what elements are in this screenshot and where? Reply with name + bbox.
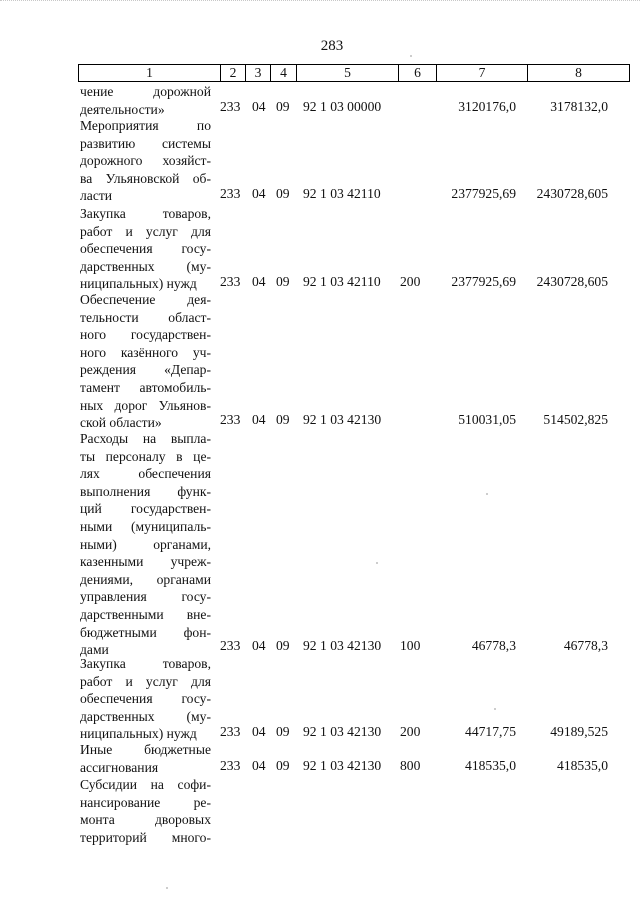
desc-line: дами	[80, 642, 109, 658]
desc-line: ного государствен-	[80, 327, 211, 343]
cell-col-3: 04	[252, 638, 266, 653]
cell-col-2: 233	[220, 99, 241, 114]
header-col-5: 5	[296, 65, 398, 81]
table-header	[78, 64, 630, 82]
cell-col-4: 09	[276, 274, 290, 289]
cell-col-4: 09	[276, 724, 290, 739]
cell-col-2: 233	[220, 412, 241, 427]
cell-col-7: 2377925,69	[451, 274, 516, 289]
desc-line: обеспечения госу-	[80, 241, 211, 257]
desc-line: ций государствен-	[80, 501, 211, 517]
cell-col-8: 2430728,605	[536, 274, 608, 289]
cell-col-6: 200	[400, 724, 421, 739]
desc-line: бюджетными фон-	[80, 624, 211, 640]
desc-line: Закупка товаров,	[80, 656, 211, 671]
desc-line: реждения «Депар-	[80, 362, 211, 378]
desc-line: Обеспечение дея-	[80, 292, 211, 307]
desc-line: территорий много-	[80, 829, 211, 845]
cell-col-8: 3178132,0	[550, 99, 608, 114]
cell-col-3: 04	[252, 274, 266, 289]
cell-col-3: 04	[252, 724, 266, 739]
cell-col-4: 09	[276, 758, 290, 773]
desc-line: ными) органами,	[80, 536, 211, 552]
cell-col-8: 514502,825	[543, 412, 608, 427]
desc-line: выполнения функ-	[80, 483, 211, 499]
desc-line: казенными учреж-	[80, 554, 211, 570]
scan-speck	[494, 708, 496, 710]
desc-line: лях обеспечения	[80, 466, 211, 482]
desc-line: дениями, органами	[80, 571, 211, 587]
desc-line: ты персоналу в це-	[80, 448, 211, 464]
table-row	[0, 273, 640, 291]
cell-col-2: 233	[220, 274, 241, 289]
desc-line: работ и услуг для	[80, 223, 211, 239]
cell-col-2: 233	[220, 724, 241, 739]
desc-line: ва Ульяновской об-	[80, 170, 211, 186]
desc-line: обеспечения госу-	[80, 691, 211, 707]
cell-col-7: 46778,3	[471, 638, 516, 653]
scan-speck	[376, 562, 378, 564]
desc-line: развитию системы	[80, 135, 211, 151]
table-row	[0, 757, 640, 775]
cell-col-3: 04	[252, 186, 266, 201]
cell-col-7: 418535,0	[465, 758, 516, 773]
cell-col-2: 233	[220, 758, 241, 773]
table-row	[0, 637, 640, 655]
header-col-8: 8	[527, 65, 629, 81]
desc-line: ного казённого уч-	[80, 344, 211, 360]
desc-line: деятельности»	[80, 101, 165, 117]
desc-line: тамент автомобиль-	[80, 379, 211, 395]
cell-col-4: 09	[276, 638, 290, 653]
desc-line: тельности област-	[80, 309, 211, 325]
cell-col-3: 04	[252, 99, 266, 114]
cell-col-8: 418535,0	[557, 758, 608, 773]
desc-line: работ и услуг для	[80, 673, 211, 689]
cell-col-8: 49189,525	[550, 724, 608, 739]
page-number: 283	[320, 38, 344, 54]
cell-col-2: 233	[220, 638, 241, 653]
scan-top-edge	[0, 0, 640, 7]
cell-col-6: 200	[400, 274, 421, 289]
cell-col-7: 2377925,69	[451, 186, 516, 201]
header-col-7: 7	[436, 65, 527, 81]
desc-line: управления госу-	[80, 589, 211, 605]
desc-line: Иные бюджетные	[80, 742, 211, 757]
desc-line: Расходы на выпла-	[80, 431, 211, 446]
scan-speck	[486, 493, 488, 495]
header-col-2: 2	[220, 65, 245, 81]
row-description	[80, 776, 211, 846]
table-row	[0, 723, 640, 741]
table-row	[0, 411, 640, 429]
cell-col-7: 44717,75	[465, 724, 516, 739]
desc-line: Субсидии на софи-	[80, 777, 211, 792]
cell-col-5: 92 1 03 42110	[303, 186, 381, 201]
desc-line: ской области»	[80, 415, 162, 431]
cell-col-7: 3120176,0	[458, 99, 516, 114]
desc-line: ных дорог Ульянов-	[80, 397, 211, 413]
row-description	[80, 430, 211, 659]
cell-col-6: 100	[400, 638, 421, 653]
scan-speck	[410, 55, 412, 57]
desc-line: ласти	[80, 188, 113, 204]
cell-col-6: 800	[400, 758, 421, 773]
cell-col-5: 92 1 03 42130	[303, 412, 382, 427]
header-col-1: 1	[146, 65, 153, 80]
cell-col-4: 09	[276, 186, 290, 201]
cell-col-2: 233	[220, 186, 241, 201]
cell-col-3: 04	[252, 758, 266, 773]
cell-col-5: 92 1 03 42130	[303, 758, 382, 773]
desc-line: ными (муниципаль-	[80, 518, 211, 534]
desc-line: дарственными вне-	[80, 606, 211, 622]
desc-line: нансирование ре-	[80, 794, 211, 810]
header-col-4: 4	[270, 65, 296, 81]
desc-line: дарственных (му-	[80, 258, 211, 274]
cell-col-5: 92 1 03 42110	[303, 274, 381, 289]
table-row	[0, 98, 640, 116]
desc-line: ниципальных) нужд	[80, 276, 197, 292]
cell-col-5: 92 1 03 00000	[303, 99, 382, 114]
desc-line: дорожного хозяйст-	[80, 153, 211, 169]
desc-line: монта дворовых	[80, 812, 211, 828]
header-col-3: 3	[245, 65, 270, 81]
cell-col-4: 09	[276, 99, 290, 114]
table-row	[0, 185, 640, 203]
header-col-6: 6	[398, 65, 436, 81]
desc-line: ассигнования	[80, 759, 159, 775]
scan-speck	[166, 887, 168, 889]
cell-col-7: 510031,05	[458, 412, 516, 427]
desc-line: Закупка товаров,	[80, 206, 211, 221]
cell-col-8: 2430728,605	[536, 186, 608, 201]
cell-col-5: 92 1 03 42130	[303, 638, 382, 653]
cell-col-8: 46778,3	[563, 638, 608, 653]
cell-col-5: 92 1 03 42130	[303, 724, 382, 739]
desc-line: ниципальных) нужд	[80, 726, 197, 742]
desc-line: Мероприятия по	[80, 118, 211, 133]
cell-col-4: 09	[276, 412, 290, 427]
cell-col-3: 04	[252, 412, 266, 427]
desc-line: чение дорожной	[80, 84, 211, 99]
desc-line: дарственных (му-	[80, 708, 211, 724]
